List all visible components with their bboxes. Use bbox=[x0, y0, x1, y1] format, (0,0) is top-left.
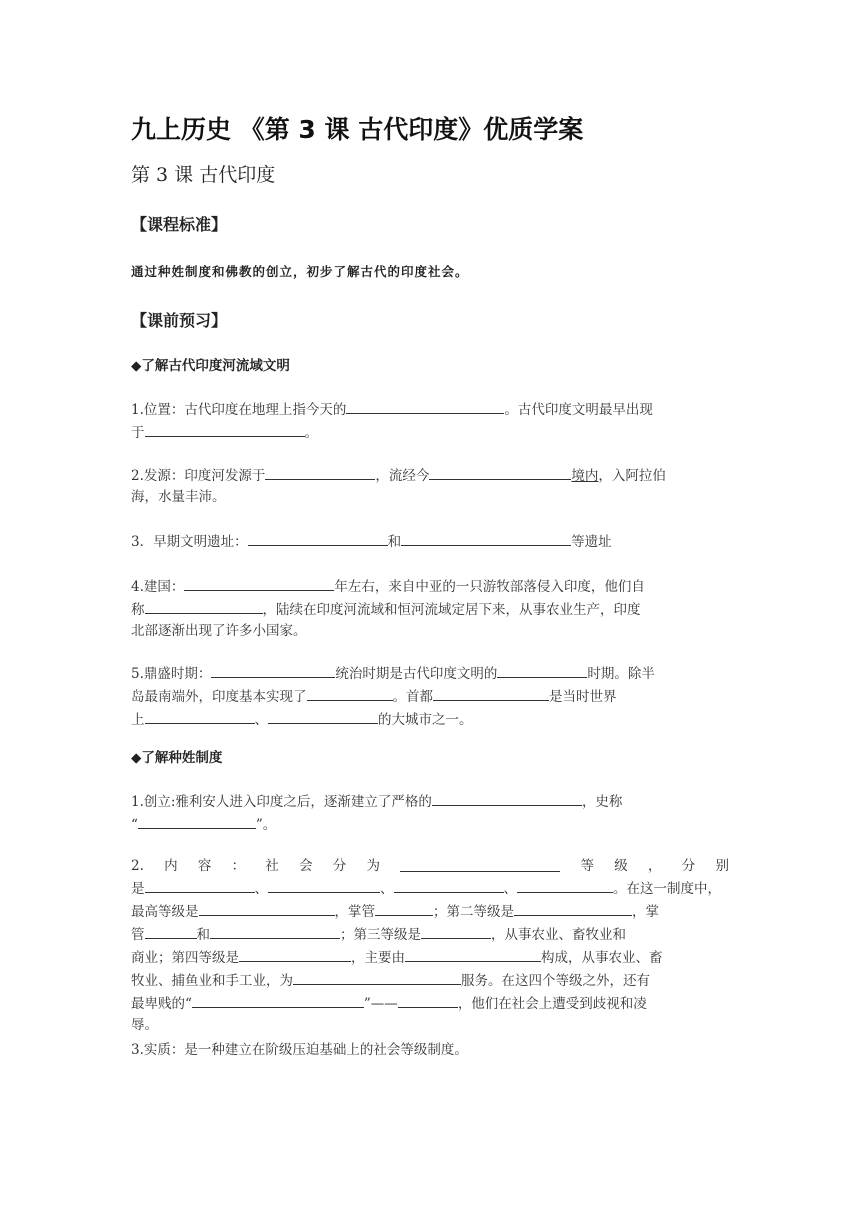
fill-blank[interactable] bbox=[192, 992, 364, 1008]
item-founding: 4.建国： 年左右，来自中亚的一只游牧部落侵入印度，他们自 称 ，陆续在印度河流域和恒河流域定居下来，从事农业生产，印度 北部逐渐出现了许多小国家。 bbox=[131, 575, 729, 642]
fill-blank[interactable] bbox=[517, 877, 613, 893]
fill-blank[interactable] bbox=[400, 856, 560, 872]
item-caste-origin: 1.创立:雅利安人进入印度之后，逐渐建立了严格的 ，史称 “ ”。 bbox=[131, 790, 729, 836]
fill-blank[interactable] bbox=[210, 923, 340, 939]
fill-blank[interactable] bbox=[433, 685, 549, 701]
fill-blank[interactable] bbox=[138, 813, 256, 829]
item-caste-essence: 3.实质：是一种建立在阶级压迫基础上的社会等级制度。 bbox=[131, 1042, 468, 1058]
fill-blank[interactable] bbox=[398, 992, 458, 1008]
fill-blank[interactable] bbox=[514, 900, 632, 916]
fill-blank[interactable] bbox=[405, 946, 541, 962]
standard-text: 通过种姓制度和佛教的创立，初步了解古代的印度社会。 bbox=[131, 264, 469, 279]
fill-blank[interactable] bbox=[239, 946, 351, 962]
fill-blank[interactable] bbox=[293, 969, 461, 985]
fill-blank[interactable] bbox=[199, 900, 335, 916]
page-title: 九上历史 《第 3 课 古代印度》优质学案 bbox=[131, 115, 584, 144]
item-sites: 3．早期文明遗址： 和 等遗址 bbox=[131, 530, 729, 553]
item-caste-content: 2. 内 容 ： 社 会 分 为 等 级 ， 分 别 是 、 、 、 。在这一制度中， 最高等级是 ，掌管 ；第二等级是 ，掌 管 和 ；第三等级是 ，从事农业、畜牧业和 商业；第四等级是 ，主要由 构成，从事农业、畜 牧业、捕鱼业和手工业，为 服务。在这四个等级之外，还有 最卑贱的“ ”—— ，他们在社会上遭受到歧视和凌 辱。 bbox=[131, 858, 729, 1033]
page-subtitle: 第 3 课 古代印度 bbox=[131, 164, 276, 186]
fill-blank[interactable] bbox=[375, 900, 433, 916]
item-peak: 5.鼎盛时期： 统治时期是古代印度文明的 时期。除半 岛最南端外，印度基本实现了 。首都 是当时世界 上 、 的大城市之一。 bbox=[131, 662, 729, 731]
fill-blank[interactable] bbox=[429, 464, 571, 480]
section-standard: 【课程标准】 bbox=[131, 215, 228, 234]
fill-blank[interactable] bbox=[497, 662, 587, 678]
item-origin: 2.发源：印度河发源于 ，流经今 境内，入阿拉伯 海，水量丰沛。 bbox=[131, 464, 729, 508]
fill-blank[interactable] bbox=[268, 708, 378, 724]
fill-blank[interactable] bbox=[421, 923, 491, 939]
section-preview: 【课前预习】 bbox=[131, 311, 228, 330]
fill-blank[interactable] bbox=[184, 575, 334, 591]
fill-blank[interactable] bbox=[248, 530, 388, 546]
fill-blank[interactable] bbox=[145, 598, 263, 614]
item-location: 1.位置：古代印度在地理上指今天的 。古代印度文明最早出现 于 。 bbox=[131, 398, 729, 444]
fill-blank[interactable] bbox=[145, 923, 197, 939]
fill-blank[interactable] bbox=[145, 877, 255, 893]
bullet-caste-system: ◆了解种姓制度 bbox=[131, 750, 223, 766]
fill-blank[interactable] bbox=[268, 877, 380, 893]
fill-blank[interactable] bbox=[394, 877, 504, 893]
fill-blank[interactable] bbox=[307, 685, 393, 701]
fill-blank[interactable] bbox=[401, 530, 571, 546]
fill-blank[interactable] bbox=[265, 464, 375, 480]
fill-blank[interactable] bbox=[211, 662, 335, 678]
fill-blank[interactable] bbox=[145, 421, 305, 437]
bullet-river-civilization: ◆了解古代印度河流域文明 bbox=[131, 358, 290, 374]
fill-blank[interactable] bbox=[432, 790, 582, 806]
fill-blank[interactable] bbox=[346, 398, 504, 414]
fill-blank[interactable] bbox=[145, 708, 255, 724]
